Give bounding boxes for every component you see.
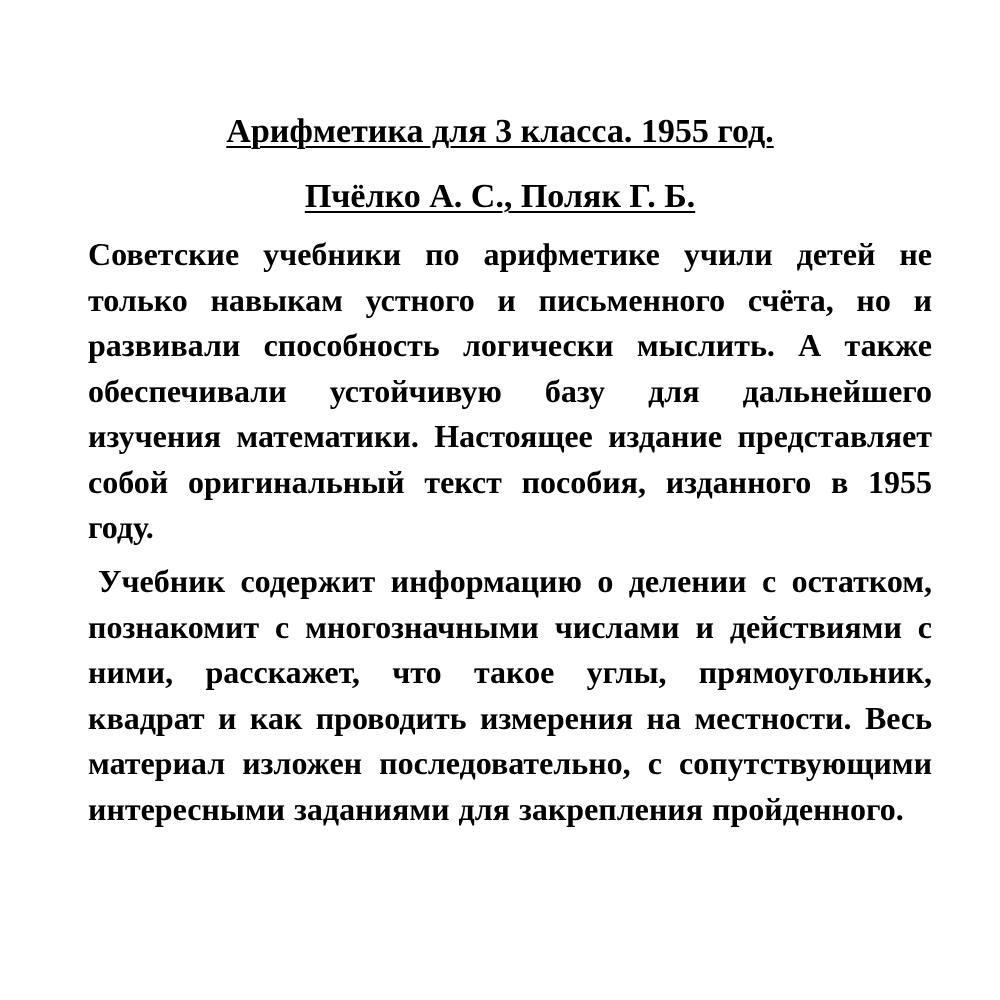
description-paragraph-1: Советские учебники по арифметике учили детей не только навыкам устного и письменного счёта, но и развивали способность логически мыслить. А также обеспечивали устойчивую базу для дальнейшего изучения математики. Настоящее издание представляет собой оригинальный текст пособия, изданного в 1955 году. — [88, 236, 932, 545]
document-title-text: Арифметика для 3 класса. 1955 год. — [226, 113, 774, 150]
description-paragraph-2 — [88, 559, 932, 832]
document-title — [0, 112, 1000, 152]
description-paragraph-2-text: Учебник содержит информацию о делении с остатком, познакомит с многозначными числами и действиями с ними, расскажет, что такое углы, прямоугольник, квадрат и как проводить измерения на местности. Весь материал изложен последовательно, с сопутствующими интересными заданиями для закрепления пройденного. — [88, 563, 932, 827]
document-authors-text: Пчёлко А. С., Поляк Г. Б. — [304, 178, 696, 215]
document-authors — [0, 177, 1000, 217]
